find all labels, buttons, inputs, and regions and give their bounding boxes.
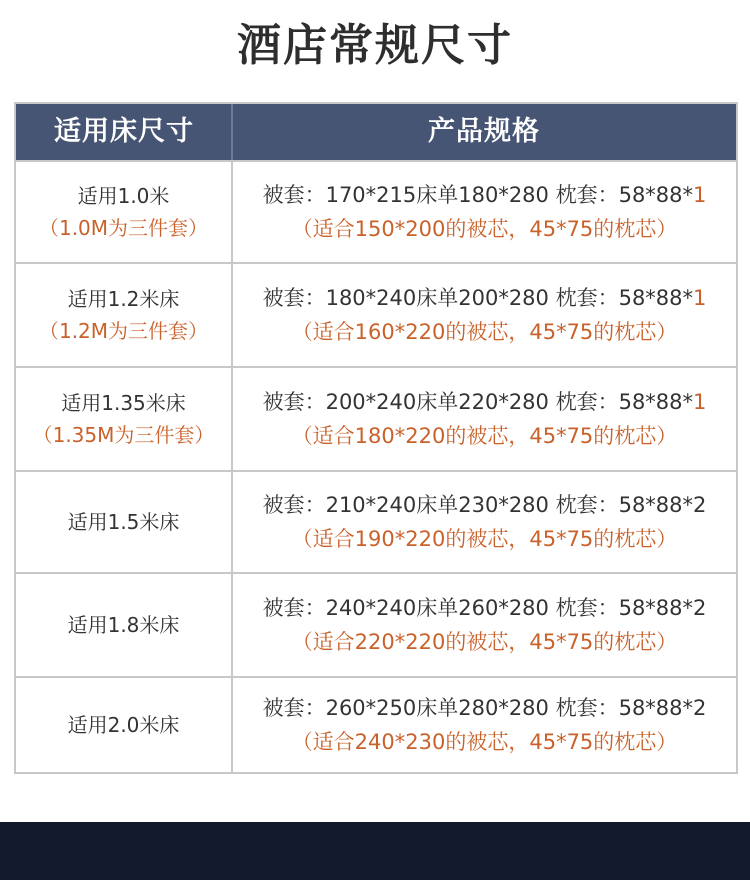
pillow-qty: 1 xyxy=(693,183,707,207)
set-note: （1.0M为三件套） xyxy=(38,216,209,240)
pillow-qty: 2 xyxy=(693,493,707,517)
bed-size-label: 适用1.2米床 xyxy=(67,287,180,311)
spec-cell xyxy=(233,162,736,262)
size-table xyxy=(14,102,738,774)
bed-size-label: 适用1.35米床 xyxy=(61,391,186,415)
spec-main: 被套：240*240床单260*280 枕套：58*88* xyxy=(262,596,694,620)
spec-main: 被套：200*240床单220*280 枕套：58*88* xyxy=(262,390,694,414)
footer-band xyxy=(0,822,750,880)
header-product-spec: 产品规格 xyxy=(428,116,540,147)
spec-text xyxy=(263,385,707,419)
bed-size-label: 适用1.5米床 xyxy=(67,510,180,534)
spec-main: 被套：210*240床单230*280 枕套：58*88* xyxy=(262,493,694,517)
fit-note: （适合190*220的被芯，45*75的枕芯） xyxy=(291,527,678,551)
spec-text xyxy=(263,281,707,315)
spec-text xyxy=(263,691,707,725)
spec-text xyxy=(263,591,707,625)
pillow-qty: 2 xyxy=(693,696,707,720)
fit-note: （适合160*220的被芯，45*75的枕芯） xyxy=(291,320,678,344)
fit-note: （适合180*220的被芯，45*75的枕芯） xyxy=(291,424,678,448)
spec-cell xyxy=(233,574,736,676)
bed-size-cell xyxy=(16,678,233,772)
fit-note: （适合150*200的被芯，45*75的枕芯） xyxy=(291,217,678,241)
bed-size-cell xyxy=(16,472,233,572)
pillow-qty: 1 xyxy=(693,390,707,414)
spec-main: 被套：260*250床单280*280 枕套：58*88* xyxy=(262,696,694,720)
spec-text xyxy=(263,178,707,212)
bed-size-cell xyxy=(16,368,233,470)
set-note: （1.2M为三件套） xyxy=(38,319,209,343)
bed-size-label: 适用1.0米 xyxy=(77,184,170,208)
spec-cell xyxy=(233,678,736,772)
header-bed-size: 适用床尺寸 xyxy=(54,116,194,147)
table-row xyxy=(16,262,736,366)
pillow-qty: 2 xyxy=(693,596,707,620)
spec-text xyxy=(263,488,707,522)
fit-note: （适合240*230的被芯，45*75的枕芯） xyxy=(291,730,678,754)
spec-cell xyxy=(233,264,736,366)
spec-cell xyxy=(233,472,736,572)
pillow-qty: 1 xyxy=(693,286,707,310)
bed-size-label: 适用2.0米床 xyxy=(67,713,180,737)
bed-size-cell xyxy=(16,574,233,676)
bed-size-label: 适用1.8米床 xyxy=(67,613,180,637)
table-row xyxy=(16,470,736,572)
spec-main: 被套：180*240床单200*280 枕套：58*88* xyxy=(262,286,694,310)
set-note: （1.35M为三件套） xyxy=(32,423,215,447)
spec-main: 被套：170*215床单180*280 枕套：58*88* xyxy=(262,183,694,207)
table-row xyxy=(16,676,736,772)
table-row xyxy=(16,572,736,676)
table-header xyxy=(16,104,736,160)
bed-size-cell xyxy=(16,264,233,366)
table-row xyxy=(16,160,736,262)
page-title: 酒店常规尺寸 xyxy=(237,20,513,71)
fit-note: （适合220*220的被芯，45*75的枕芯） xyxy=(291,630,678,654)
table-row xyxy=(16,366,736,470)
spec-cell xyxy=(233,368,736,470)
bed-size-cell xyxy=(16,162,233,262)
